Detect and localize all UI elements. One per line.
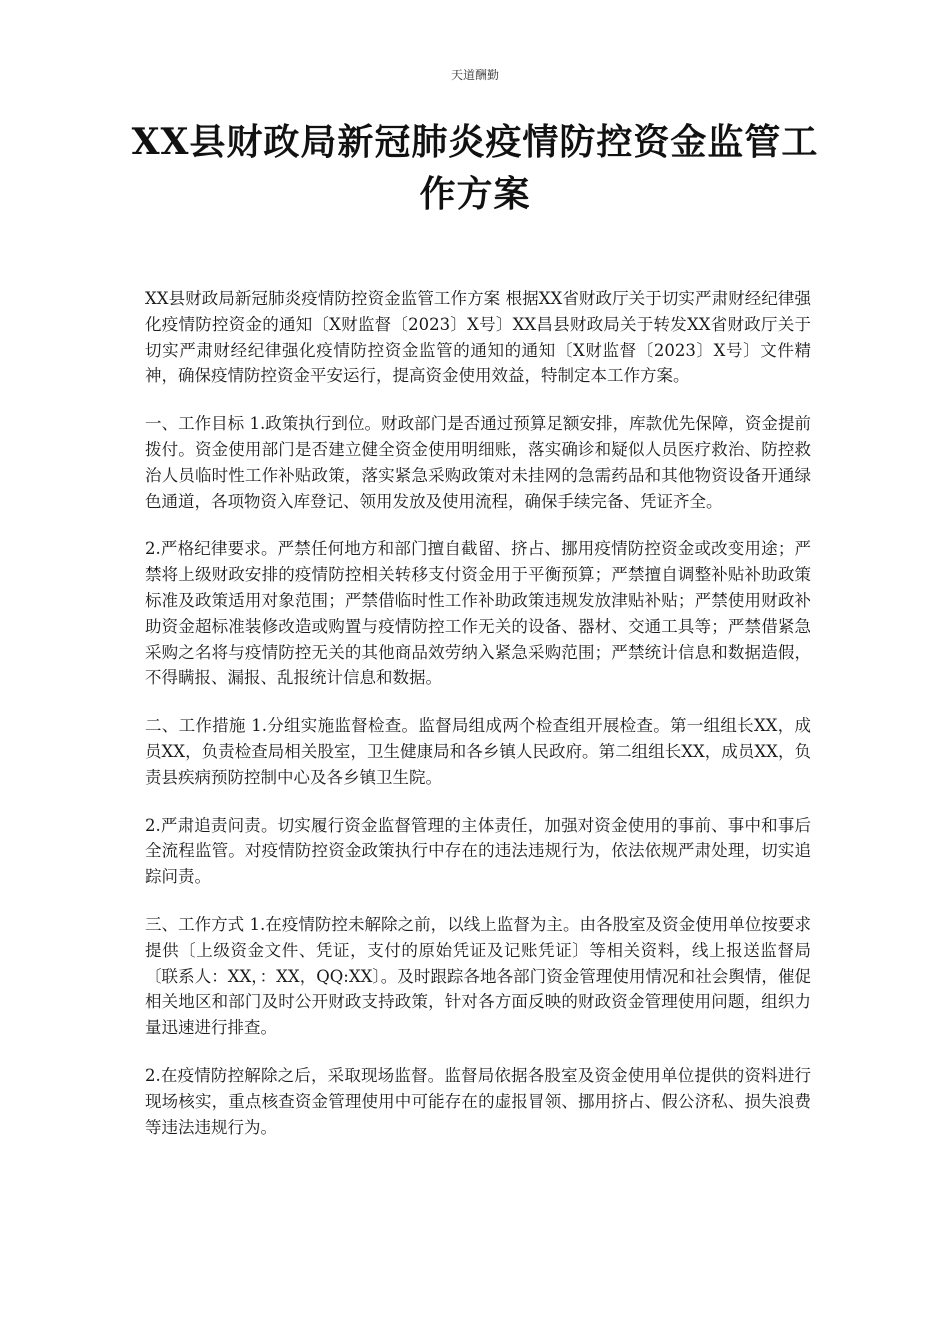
intro-paragraph: XX县财政局新冠肺炎疫情防控资金监管工作方案 根据XX省财政厅关于切实严肃财经纪律强化疫情防控资金的通知〔X财监督〔2023〕X号〕XX昌县财政局关于转发XX省财政厅关于切实严肃财经纪律强化疫情防控资金监管的通知的通知〔X财监督〔2023〕X号〕文件精神，确保疫情防控资金平安运行，提高资金使用效益，特制定本工作方案。: [145, 289, 811, 386]
document-body: [145, 286, 811, 1162]
accountability-paragraph: 2.严肃追责问责。切实履行资金监督管理的主体责任，加强对资金使用的事前、事中和事后全流程监管。对疫情防控资金政策执行中存在的违法违规行为，依法依规严肃处理，切实追踪问责。: [145, 815, 811, 887]
section-work-methods-paragraph: 三、工作方式 1.在疫情防控未解除之前，以线上监督为主。由各股室及资金使用单位按要求提供〔上级资金文件、凭证，支付的原始凭证及记账凭证〕等相关资料，线上报送监督局〔联系人：XX，：XX，QQ:XX〕。及时跟踪各地各部门资金管理使用情况和社会舆情，催促相关地区和部门及时公开财政支持政策，针对各方面反映的财政资金管理使用问题，组织力量迅速进行排查。: [145, 914, 811, 1038]
onsite-supervision-paragraph: 2.在疫情防控解除之后，采取现场监督。监督局依据各股室及资金使用单位提供的资料进行现场核实，重点核查资金管理使用中可能存在的虚报冒领、挪用挤占、假公济私、损失浪费等违法违规行为。: [145, 1065, 811, 1137]
page-header-note: 天道酬勤: [450, 68, 499, 82]
discipline-requirements-paragraph: 2.严格纪律要求。严禁任何地方和部门擅自截留、挤占、挪用疫情防控资金或改变用途；严禁将上级财政安排的疫情防控相关转移支付资金用于平衡预算；严禁擅自调整补贴补助政策标准及政策适用对象范围；严禁借临时性工作补助政策违规发放津贴补贴；严禁使用财政补助资金超标准装修改造或购置与疫情防控工作无关的设备、器材、交通工具等；严禁借紧急采购之名将与疫情防控无关的其他商品效劳纳入紧急采购范围；严禁统计信息和数据造假，不得瞒报、漏报、乱报统计信息和数据。: [145, 539, 811, 688]
document-title: XX县财政局新冠肺炎疫情防控资金监管工作方案: [131, 121, 819, 215]
section-work-measures-paragraph: 二、工作措施 1.分组实施监督检查。监督局组成两个检查组开展检查。第一组组长XX，成员XX，负责检查局相关股室，卫生健康局和各乡镇人民政府。第二组组长XX，成员XX，负责县疾病预防控制中心及各乡镇卫生院。: [145, 716, 811, 787]
section-work-goals-paragraph: 一、工作目标 1.政策执行到位。财政部门是否通过预算足额安排，库款优先保障，资金提前拨付。资金使用部门是否建立健全资金使用明细账，落实确诊和疑似人员医疗救治、防控救治人员临时性工作补贴政策，落实紧急采购政策对未挂网的急需药品和其他物资设备开通绿色通道，各项物资入库登记、领用发放及使用流程，确保手续完备、凭证齐全。: [145, 414, 811, 511]
